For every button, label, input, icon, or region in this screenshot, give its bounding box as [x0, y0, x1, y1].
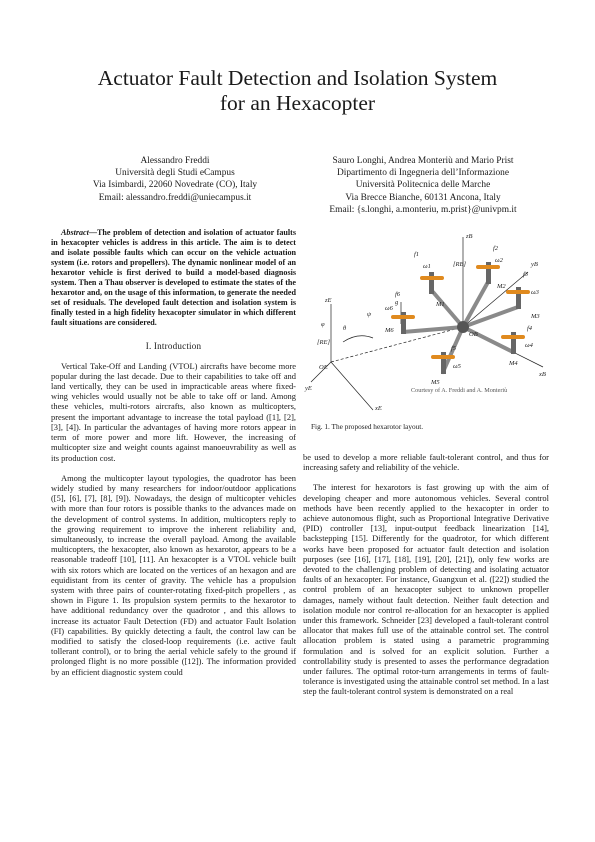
right-column: [303, 452, 549, 697]
abstract: [51, 228, 296, 328]
title-line-1: Actuator Fault Detection and Isolation System: [97, 66, 498, 90]
label: [RB]: [453, 261, 466, 268]
label: φ: [321, 321, 325, 328]
title-line-2: for an Hexacopter: [219, 91, 376, 115]
label: ψ: [367, 311, 372, 318]
label: xB: [539, 371, 546, 378]
author-email: Email: alessandro.freddi@uniecampus.it: [98, 192, 252, 203]
paragraph: Among the multicopter layout typologies, the quadrotor has been widely studied by many researchers for indoor/outdoor applications ([5], [6], [7], [8], [9]). Nowadays, the design of multicopter vehicles with more than four rotors is possible thanks to the advances made on the development of control systems. In addition, multicopters reply to the growing requirement to improve the inherent reliability and, simultaneously, to increase the overall payload. Among the available multicopters, the hexacopter, also known as hexarotor, appears to be a reasonable tradeoff [10], [11]. An hexacopter is a VTOL vehicle built with six rotors which are located on the vertices of an hexagon and are equidistant from its center of gravity. The vehicle has a propulsion system with three pairs of counter-rotating fixed-pitch propellers , as shown in Figure 1. Its propulsion system permits to the hexarotor to have additional redundancy over the quadrotor , and this allows to increase its actuator Fault Detection (FD) and actuator Fault Isolation (FI) capabilities. By quickly detecting a fault, the control law can be modified to satisfy the closed-loop requirements (i.e. active fault tollerant control), or to bring the aerial vehicle safely to the ground if prolonged flight is no more possible ([12]). The information provided by an efficient diagnostic system could: [51, 472, 296, 677]
label: M1: [436, 301, 445, 308]
author-email: Email: {s.longhi, a.monteriu, m.prist}@univpm.it: [329, 204, 517, 215]
label: yE: [305, 385, 312, 392]
label: OE: [319, 364, 328, 371]
label: yB: [531, 261, 538, 268]
abstract-text: —The problem of detection and isolation of actuator faults in hexacopter vehicles is address in this article. The aim is to detect and isolate possible faults which can occur on the vehicle actuation system (i.e. rotors and propellers). The dynamic nonlinear model of an hexarotor vehicle is first derived to build a model-based diagnosis system. Then a Thau observer is developed to estimate the states of the hexarotor and, on the usage of this information, to generate the needed set of residuals. The developed fault detection and isolation system is finally tested in a high fidelity hexacopter simulator in which different fault situations are considered.: [51, 228, 296, 328]
label: f4: [527, 325, 533, 332]
figure-caption: Fig. 1. The proposed hexarotor layout.: [311, 422, 424, 431]
label: f5: [451, 345, 457, 352]
author-name: Alessandro Freddi: [140, 156, 210, 166]
section-heading: I. Introduction: [145, 341, 202, 352]
author-block-2: [300, 155, 546, 216]
label: ω5: [453, 363, 461, 370]
author-address: Via Isimbardi, 22060 Novedrate (CO), Italy: [92, 180, 258, 191]
abstract-lead: Abstract: [61, 228, 89, 237]
paper-title: [40, 66, 555, 116]
hexarotor-figure: [303, 232, 551, 414]
label: θ: [343, 325, 347, 332]
label: xE: [375, 405, 382, 412]
x-axis-earth: [331, 362, 373, 410]
label: f6: [395, 291, 401, 298]
label: [RE]: [317, 339, 330, 346]
figure-courtesy: Courtesy of A. Freddi and A. Monteriù: [411, 387, 508, 394]
label: ω6: [385, 305, 393, 312]
label: f3: [523, 271, 529, 278]
paragraph: be used to develop a more reliable fault-tolerant control, and thus for increasing safety and reliability of the vehicle.: [303, 452, 549, 473]
label: ω3: [531, 289, 539, 296]
label: M6: [385, 327, 394, 334]
label: M2: [497, 283, 506, 290]
label: zB: [466, 233, 473, 240]
hub: [457, 321, 469, 333]
angle-arc: [343, 336, 373, 342]
diagram-labels: [304, 233, 546, 412]
label: M4: [509, 360, 518, 367]
label: f1: [414, 251, 420, 258]
hexarotor-diagram: [303, 232, 551, 414]
label: f2: [493, 245, 499, 252]
label: OB: [469, 331, 478, 338]
author-affiliation: Università degli Studi eCampus: [115, 168, 235, 179]
rotors: [391, 262, 530, 374]
author-name: Sauro Longhi, Andrea Monteriù and Mario Prist: [332, 156, 514, 166]
paragraph: Vertical Take-Off and Landing (VTOL) aircrafts have become more popular during the last decade. Due to their capabilities to take off and land vertically, they can be used in impracticable areas where fixed-wing vehicles would usually not be able to take off or land. Among these vehicles, multi-rotors aircrafts, also known as multicopters, present the important advantage to increase the total payload ([1], [2], [3], [4]). In particular the advantages of having more rotors appear in term of more power and more lift. However, the increasing of multicopter size and weight counts against manoeuvrability as well as its production cost.: [51, 360, 296, 463]
label: M3: [531, 313, 540, 320]
label: g: [395, 299, 399, 306]
rotor-5: [431, 352, 455, 374]
author-affiliation: Dipartimento di Ingegneria dell’Informazione: [336, 168, 510, 179]
label: ω2: [495, 257, 503, 264]
rotor-2: [476, 262, 500, 284]
label: M5: [431, 379, 440, 386]
author-block-1: [56, 155, 294, 204]
author-address: Via Brecce Bianche, 60131 Ancona, Italy: [345, 192, 501, 203]
left-column: [51, 228, 296, 677]
label: ω1: [423, 263, 431, 270]
author-affiliation: Università Politecnica delle Marche: [355, 180, 491, 191]
rotor-4: [501, 332, 525, 354]
rotor-1: [420, 272, 444, 294]
rotor-3: [506, 287, 530, 309]
paragraph: The interest for hexarotors is fast growing up with the aim of developing cheaper and more autonomous vehicles. Several control methods have been recently applied to the hexacopter in order to achieve autonomous flight, such as Proportional Integrative Derivative (PID) controller [13], input-output feedback linearization [14], backstepping [15]. Differently for the quadrotor, for which different works have been proposed for actuator fault detection and isolation purposes (see [16], [17], [18], [19], [20], [21]), only few works are devoted to the challenging problem of detecting and isolating actuator faults of an hexacopter. For instance, Guangxun et al. ([22]) studied the control problem of an hexacopter subject to unknown propeller damages, namely without fault detection. Neither fault detection and isolation module nor control re-allocation for an hexacopter is applied under this framework. Schneider [23] developed a fault-tolerant control allocator that makes full use of the attainable control set. The control allocation problem is stated using a parametric programming formulation and is solved for an explicit solution. Further a controllability study is presented to asses the performance degradation under failures. The optimal rotor-turn arrangements in terms of fault-tolerance is investigated using the attainable control set method. In a last step the fault-tolerant control system is demonstrated on a real: [303, 482, 549, 697]
label: zE: [325, 297, 332, 304]
label: ω4: [525, 342, 533, 349]
